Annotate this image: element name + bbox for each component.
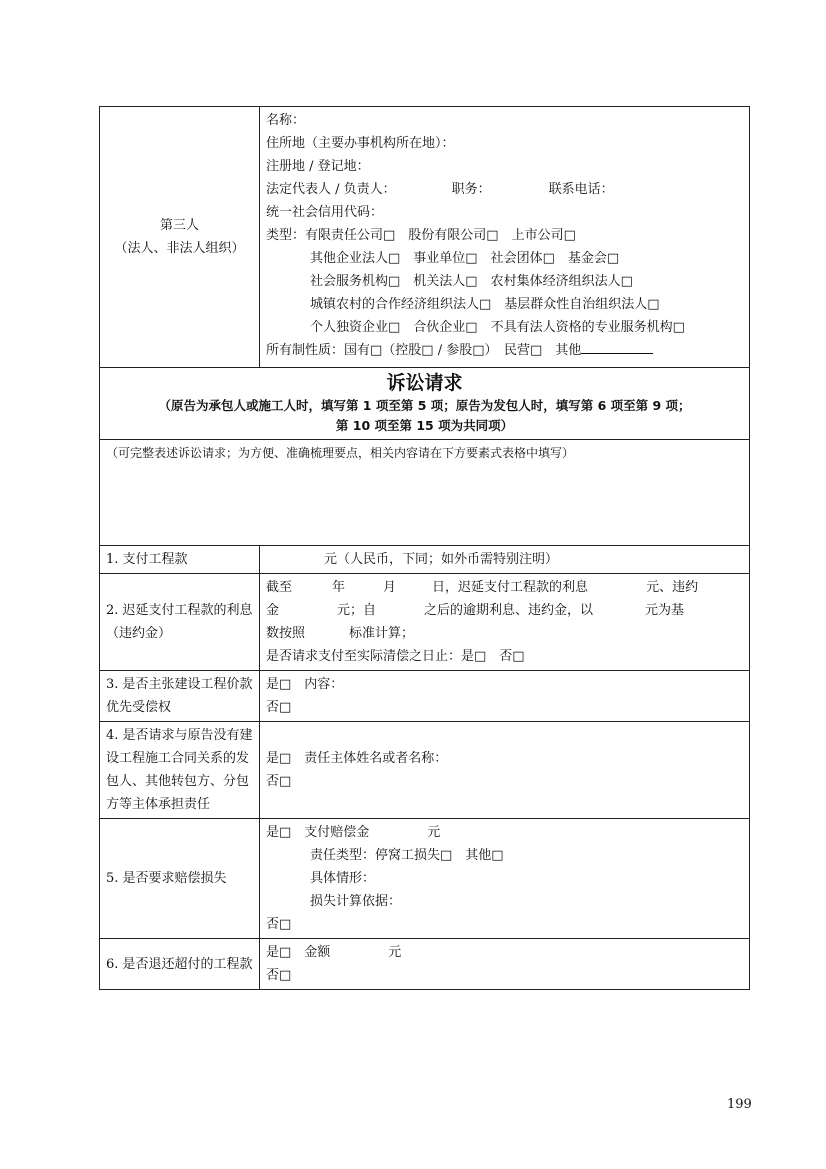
item-2-text-g: 元；自 xyxy=(337,603,377,618)
item-3-content-cell xyxy=(260,671,750,722)
claims-header-cell xyxy=(100,368,750,440)
third-party-label: 第三人 xyxy=(159,218,199,233)
item-1-label: 1. 支付工程款 xyxy=(100,546,260,574)
item-2-label: 2. 迟延支付工程款的利息（违约金） xyxy=(100,574,260,671)
item-5-type[interactable]: 责任类型：停窝工损失□ 其他□ xyxy=(310,848,504,863)
item-6-yuan: 元 xyxy=(388,945,402,960)
item-2-text-e: 元、违约 xyxy=(646,580,699,595)
item-4-label: 4. 是否请求与原告没有建设工程施工合同关系的发包人、其他转包方、分包方等主体承担责任 xyxy=(100,722,260,819)
representative-line xyxy=(266,178,743,201)
form-page xyxy=(99,106,749,990)
phone-field[interactable]: 联系电话： xyxy=(548,182,614,197)
type-checkbox-line-4[interactable]: 城镇农村的合作经济组织法人□ 基层群众性自治组织法人□ xyxy=(310,297,660,312)
claims-note-row xyxy=(100,440,750,546)
item-5-yes[interactable]: 是□ 支付赔偿金 xyxy=(266,825,370,840)
item-4-no[interactable]: 否□ xyxy=(266,774,292,789)
item-5-label: 5. 是否要求赔偿损失 xyxy=(100,819,260,939)
item-2-line-3 xyxy=(266,622,743,645)
item-3-no[interactable]: 否□ xyxy=(266,700,292,715)
item-6-label: 6. 是否退还超付的工程款 xyxy=(100,939,260,990)
third-party-sublabel: （法人、非法人组织） xyxy=(114,241,245,256)
item-2-text-i: 元为基 xyxy=(645,603,685,618)
item-5-no[interactable]: 否□ xyxy=(266,917,292,932)
item-4-row xyxy=(100,722,750,819)
address-field[interactable]: 住所地（主要办事机构所在地）： xyxy=(266,136,455,151)
item-1-content-cell[interactable] xyxy=(260,546,750,574)
claims-note-cell[interactable] xyxy=(100,440,750,546)
claims-note: （可完整表述诉讼请求；为方便、准确梳理要点，相关内容请在下方要素式表格中填写） xyxy=(106,446,575,460)
registration-field[interactable]: 注册地 / 登记地： xyxy=(266,159,370,174)
third-party-label-cell xyxy=(100,107,260,368)
item-6-row xyxy=(100,939,750,990)
name-field[interactable]: 名称： xyxy=(266,113,306,128)
item-3-yes[interactable]: 是□ 内容： xyxy=(266,677,344,692)
type-checkbox-line-5[interactable]: 个人独资企业□ 合伙企业□ 不具有法人资格的专业服务机构□ xyxy=(310,320,685,335)
item-2-text-a: 截至 xyxy=(266,580,293,595)
item-6-content-cell xyxy=(260,939,750,990)
item-2-text-d: 日，迟延支付工程款的利息 xyxy=(432,580,589,595)
position-field[interactable]: 职务： xyxy=(451,182,491,197)
type-checkbox-line-2[interactable]: 其他企业法人□ 事业单位□ 社会团体□ 基金会□ xyxy=(310,251,620,266)
complaint-form-table xyxy=(99,106,750,990)
claims-header-row xyxy=(100,368,750,440)
claims-subtitle-1: （原告为承包人或施工人时，填写第 1 项至第 5 项；原告为发包人时，填写第 6 项至第 9 项； xyxy=(158,398,691,413)
item-3-label: 3. 是否主张建设工程价款优先受偿权 xyxy=(100,671,260,722)
item-2-text-b: 年 xyxy=(332,580,346,595)
item-2-line-2 xyxy=(266,599,743,622)
item-4-yes[interactable]: 是□ 责任主体姓名或者名称： xyxy=(266,751,448,766)
item-6-yes[interactable]: 是□ 金额 xyxy=(266,945,331,960)
ownership-other-blank[interactable] xyxy=(581,339,653,354)
item-5-row xyxy=(100,819,750,939)
third-party-row xyxy=(100,107,750,368)
credit-code-field[interactable]: 统一社会信用代码： xyxy=(266,205,384,220)
item-3-row xyxy=(100,671,750,722)
item-2-row xyxy=(100,574,750,671)
claims-title: 诉讼请求 xyxy=(386,372,463,394)
item-2-text-k: 标准计算； xyxy=(349,626,415,641)
page-number: 199 xyxy=(727,1097,752,1112)
item-2-text-f: 金 xyxy=(266,603,280,618)
rep-field[interactable]: 法定代表人 / 负责人： xyxy=(266,182,396,197)
item-1-content: 元（人民币，下同；如外币需特别注明） xyxy=(324,552,559,567)
item-5-basis[interactable]: 损失计算依据： xyxy=(310,894,402,909)
third-party-fields-cell xyxy=(260,107,750,368)
item-2-checkbox-line[interactable]: 是否请求支付至实际清偿之日止：是□ 否□ xyxy=(266,649,525,664)
item-1-row xyxy=(100,546,750,574)
ownership-line xyxy=(266,339,743,362)
item-2-text-c: 月 xyxy=(383,580,397,595)
item-5-yes-line[interactable] xyxy=(266,821,743,844)
item-5-content-cell xyxy=(260,819,750,939)
item-6-no[interactable]: 否□ xyxy=(266,968,292,983)
ownership-checkboxes[interactable]: 所有制性质：国有□（控股□ / 参股□） 民营□ 其他 xyxy=(266,343,582,358)
item-4-content-cell xyxy=(260,722,750,819)
type-checkbox-line-1[interactable]: 类型：有限责任公司□ 股份有限公司□ 上市公司□ xyxy=(266,228,576,243)
claims-subtitle-2: 第 10 项至第 15 项为共同项） xyxy=(335,418,514,433)
item-2-text-j: 数按照 xyxy=(266,626,306,641)
item-6-yes-line[interactable] xyxy=(266,941,743,964)
item-2-line-1 xyxy=(266,576,743,599)
item-5-detail[interactable]: 具体情形： xyxy=(310,871,376,886)
item-2-content-cell[interactable] xyxy=(260,574,750,671)
item-2-text-h: 之后的逾期利息、违约金，以 xyxy=(424,603,594,618)
type-checkbox-line-3[interactable]: 社会服务机构□ 机关法人□ 农村集体经济组织法人□ xyxy=(310,274,633,289)
item-5-yuan: 元 xyxy=(427,825,441,840)
